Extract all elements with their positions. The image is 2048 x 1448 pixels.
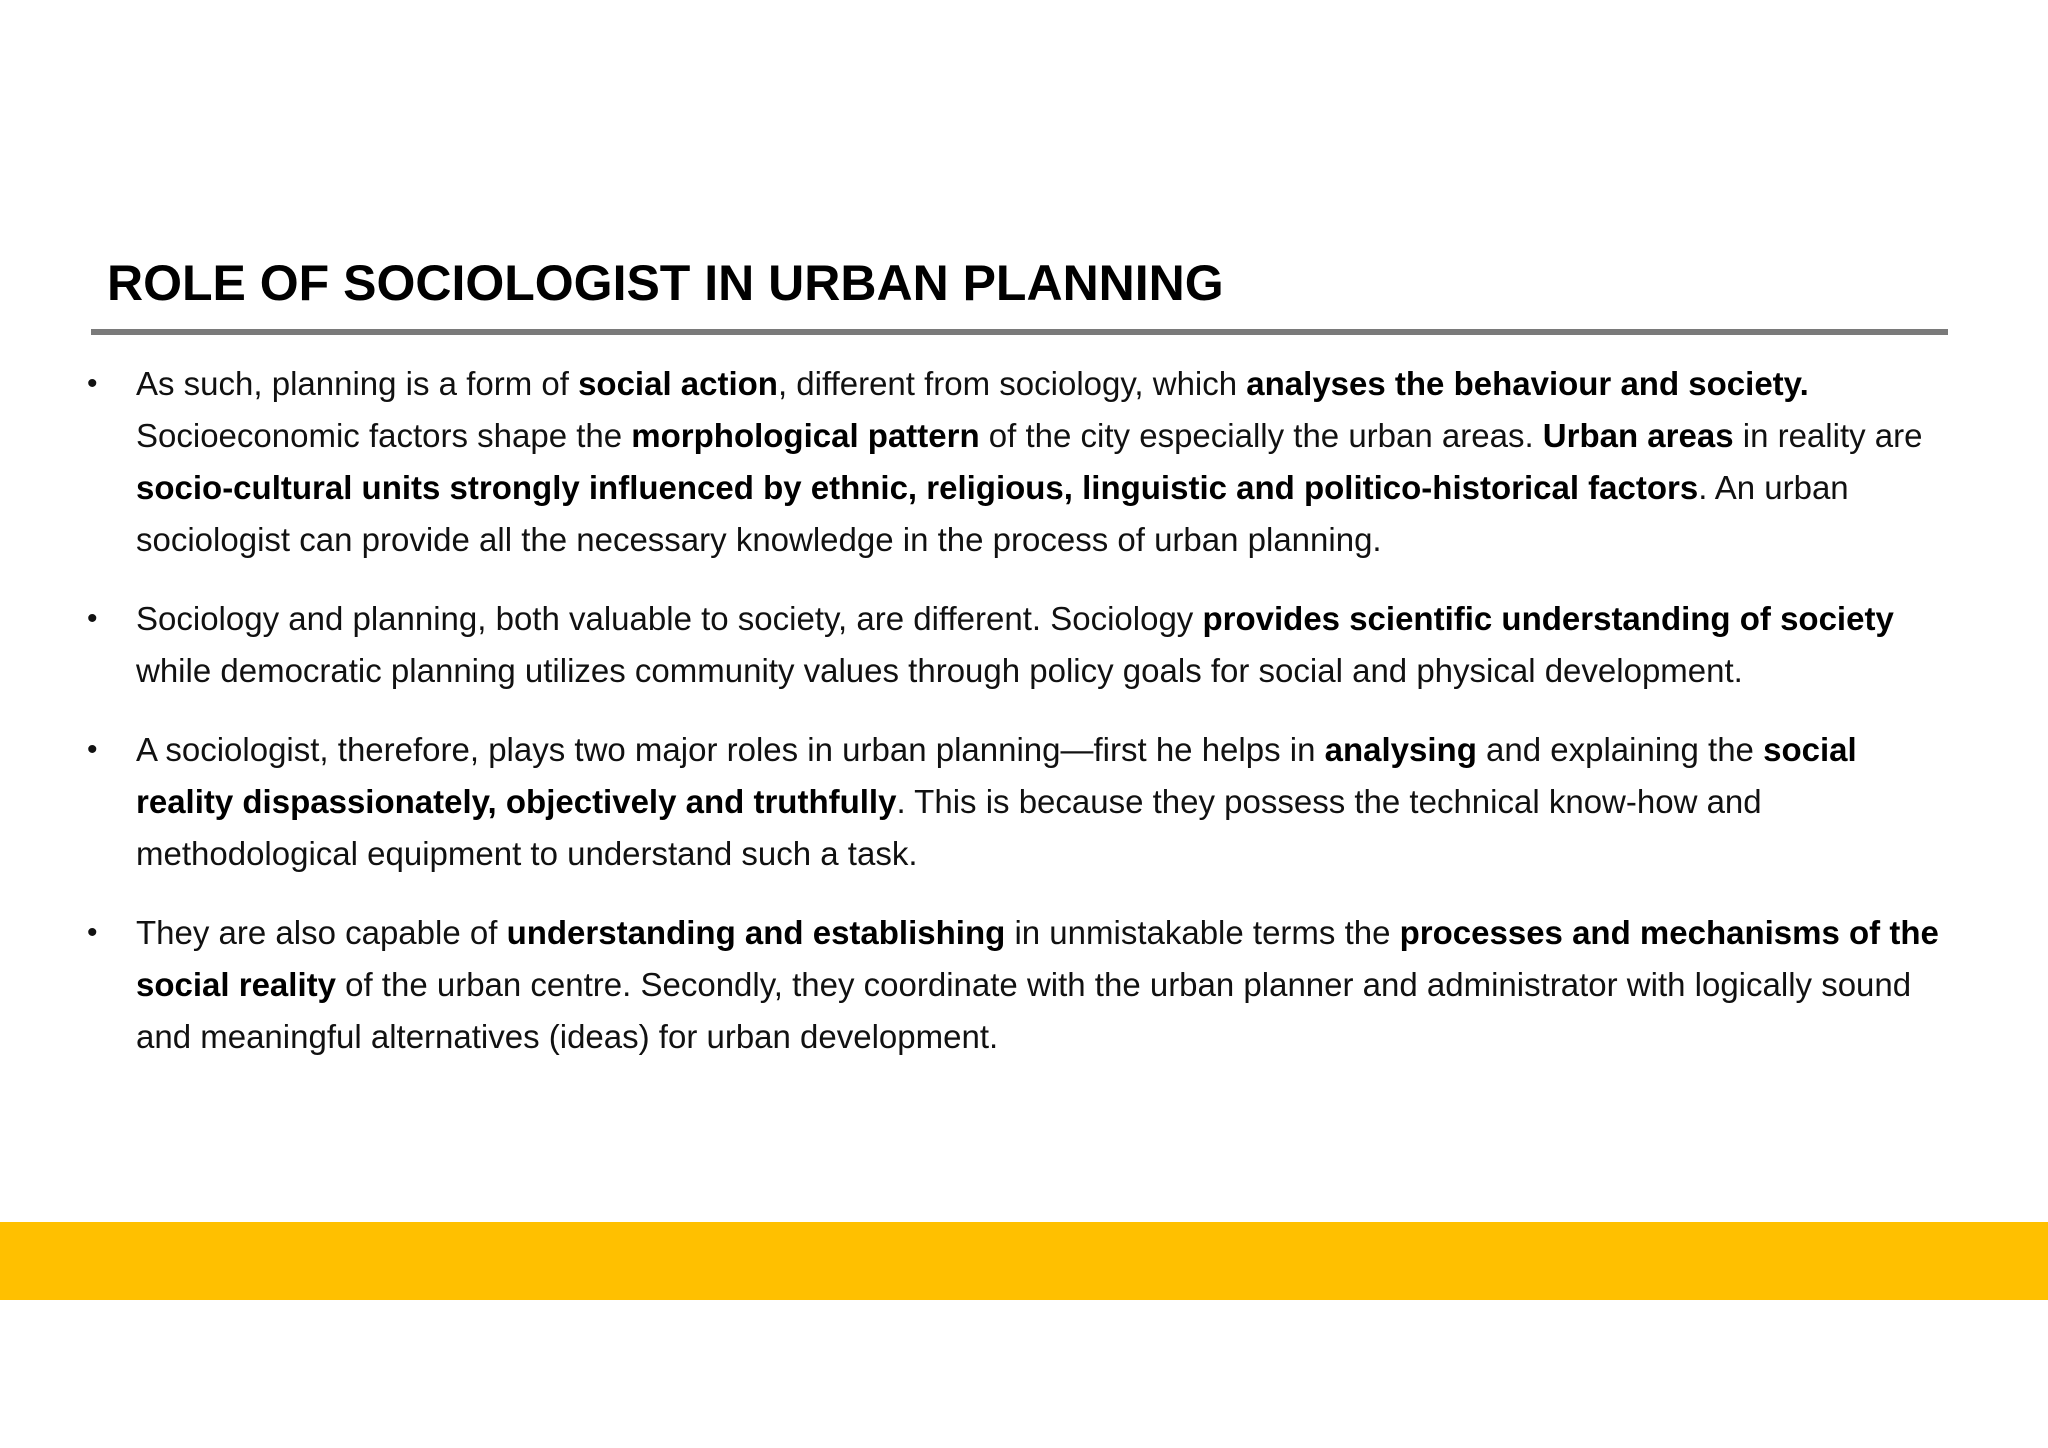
bullet-segment: They are also capable of [136,914,507,951]
bullet-segment: in reality are [1733,417,1923,454]
bullet-segment-bold: understanding and establishing [506,914,1006,951]
bullet-icon: • [87,602,98,635]
bullet-icon: • [87,367,98,400]
bullet-segment-bold: social reality dispassionately, objectively and truthfully [136,731,1857,820]
bullet-segment-bold: morphological pattern [631,417,980,454]
bullet-segment: . This is because they possess the technical know-how and methodological equipment to understand such a task. [136,783,1762,872]
bullet-item [82,907,1962,1063]
bullet-segment: Socioeconomic factors shape the [136,417,632,454]
bullet-segment-bold: socio-cultural units strongly influenced by ethnic, religious, linguistic and politico-historical factors [136,469,1699,506]
slide-title: ROLE OF SOCIOLOGIST IN URBAN PLANNING [107,255,1224,311]
title-divider [91,329,1948,335]
bullet-icon: • [87,916,98,949]
bullet-icon: • [87,733,98,766]
footer-accent-band [0,1222,2048,1300]
bullet-segment-bold: Urban areas [1542,417,1734,454]
bullet-text [136,914,1939,1055]
bullet-segment-bold: social action [578,365,778,402]
bullet-text [136,731,1857,872]
bullet-segment: , different from sociology, which [777,365,1247,402]
bullet-segment: and explaining the [1476,731,1764,768]
bullet-item [82,724,1962,880]
bullet-segment: . An urban sociologist can provide all the necessary knowledge in the process of urban planning. [136,469,1849,558]
bullet-segment: of the city especially the urban areas. [979,417,1543,454]
bullet-item [82,593,1962,697]
bullet-list [82,358,1962,1090]
bullet-segment-bold: processes and mechanisms of the social reality [136,914,1939,1003]
bullet-segment-bold: analysing [1324,731,1477,768]
bullet-item [82,358,1962,566]
bullet-segment: Sociology and planning, both valuable to society, are different. Sociology [136,600,1203,637]
bullet-segment: As such, planning is a form of [136,365,579,402]
bullet-segment: while democratic planning utilizes community values through policy goals for social and physical development. [136,652,1743,689]
bullet-text [136,600,1894,689]
bullet-segment: in unmistakable terms the [1005,914,1400,951]
bullet-segment: of the urban centre. Secondly, they coordinate with the urban planner and administrator with logically sound and meaningful alternatives (ideas) for urban development. [136,966,1912,1055]
bullet-segment-bold: provides scientific understanding of society [1202,600,1894,637]
bullet-segment: A sociologist, therefore, plays two major roles in urban planning—first he helps in [136,731,1325,768]
bullet-segment-bold: analyses the behaviour and society. [1246,365,1809,402]
bullet-text [136,365,1922,558]
